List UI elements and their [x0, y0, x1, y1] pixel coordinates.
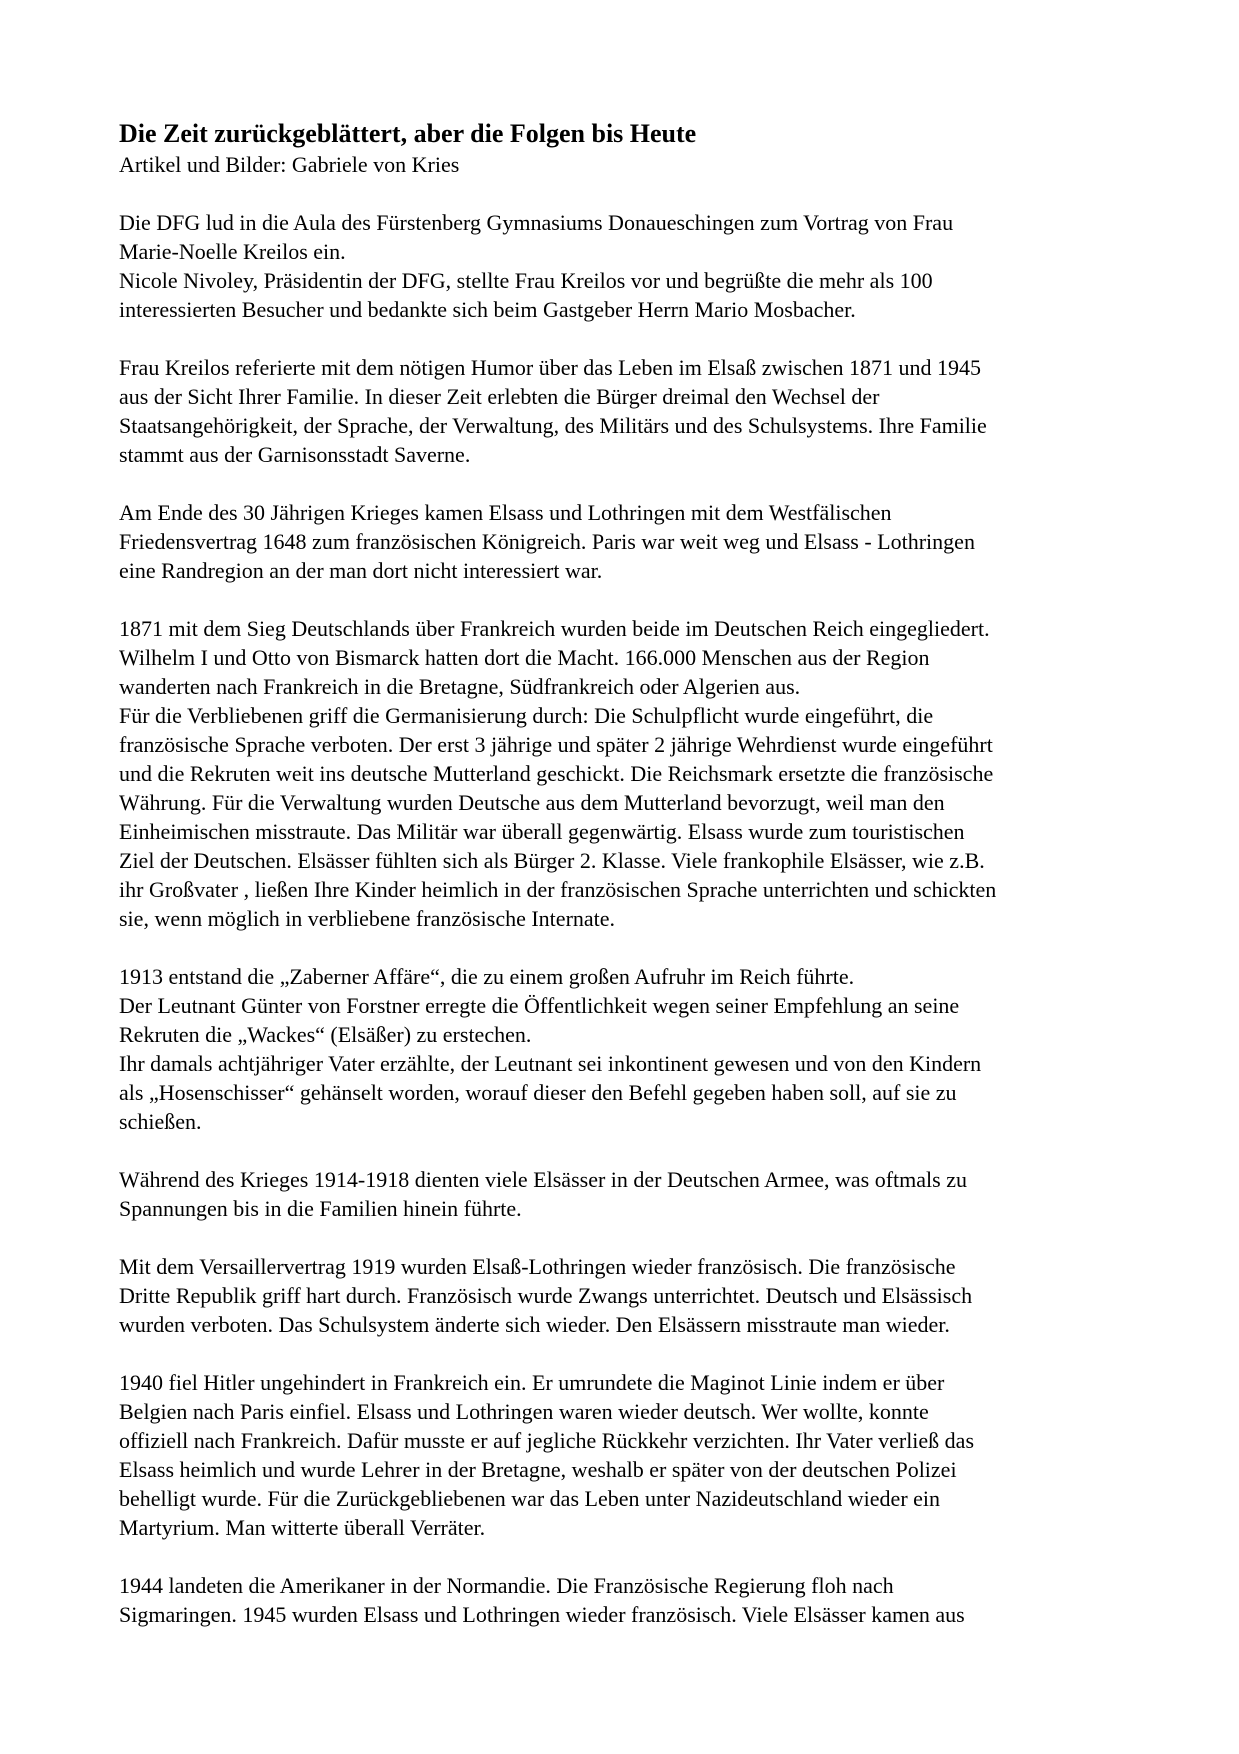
paragraph-line: Der Leutnant Günter von Forstner erregte die Öffentlichkeit wegen seiner Empfehlung an seine: [119, 993, 960, 1018]
paragraph-line: behelligt wurde. Für die Zurückgebliebenen war das Leben unter Nazideutschland wieder ein: [119, 1486, 941, 1511]
article-paragraph: [119, 208, 1129, 324]
paragraph-line: 1871 mit dem Sieg Deutschlands über Frankreich wurden beide im Deutschen Reich eingegliedert.: [119, 616, 990, 641]
paragraph-line: wanderten nach Frankreich in die Bretagne, Südfrankreich oder Algerien aus.: [119, 674, 801, 699]
article-paragraph: [119, 1571, 1129, 1629]
article-paragraphs: [119, 208, 1129, 1629]
paragraph-line: Wilhelm I und Otto von Bismarck hatten dort die Macht. 166.000 Menschen aus der Region: [119, 645, 930, 670]
paragraph-line: 1944 landeten die Amerikaner in der Normandie. Die Französische Regierung floh nach: [119, 1573, 894, 1598]
paragraph-line: und die Rekruten weit ins deutsche Mutterland geschickt. Die Reichsmark ersetzte die französische: [119, 761, 994, 786]
paragraph-line: ihr Großvater , ließen Ihre Kinder heimlich in der französischen Sprache unterrichten und schickten: [119, 877, 997, 902]
article-byline: Artikel und Bilder: Gabriele von Kries: [119, 152, 460, 177]
paragraph-line: Während des Krieges 1914-1918 dienten viele Elsässer in der Deutschen Armee, was oftmals zu: [119, 1167, 967, 1192]
article-paragraph: [119, 353, 1129, 469]
article-paragraph: [119, 498, 1129, 585]
paragraph-line: Am Ende des 30 Jährigen Krieges kamen Elsass und Lothringen mit dem Westfälischen: [119, 500, 892, 525]
paragraph-line: Einheimischen misstraute. Das Militär war überall gegenwärtig. Elsass wurde zum touristischen: [119, 819, 965, 844]
paragraph-line: eine Randregion an der man dort nicht interessiert war.: [119, 558, 603, 583]
paragraph-line: Währung. Für die Verwaltung wurden Deutsche aus dem Mutterland bevorzugt, weil man den: [119, 790, 945, 815]
paragraph-line: aus der Sicht Ihrer Familie. In dieser Zeit erlebten die Bürger dreimal den Wechsel der: [119, 384, 880, 409]
paragraph-line: Belgien nach Paris einfiel. Elsass und Lothringen waren wieder deutsch. Wer wollte, konnte: [119, 1399, 929, 1424]
paragraph-line: Martyrium. Man witterte überall Verräter.: [119, 1515, 486, 1540]
paragraph-line: französische Sprache verboten. Der erst 3 jährige und später 2 jährige Wehrdienst wurde eingeführt: [119, 732, 993, 757]
paragraph-line: Rekruten die „Wackes“ (Elsäßer) zu erstechen.: [119, 1022, 532, 1047]
article-paragraph: [119, 962, 1129, 1136]
paragraph-line: 1940 fiel Hitler ungehindert in Frankreich ein. Er umrundete die Maginot Linie indem er über: [119, 1370, 945, 1395]
article-paragraph: [119, 614, 1129, 933]
article-body: [119, 118, 1129, 1658]
paragraph-line: Elsass heimlich und wurde Lehrer in der Bretagne, weshalb er später von der deutschen Polizei: [119, 1457, 957, 1482]
paragraph-line: Die DFG lud in die Aula des Fürstenberg Gymnasiums Donaueschingen zum Vortrag von Frau: [119, 210, 954, 235]
paragraph-line: 1913 entstand die „Zaberner Affäre“, die zu einem großen Aufruhr im Reich führte.: [119, 964, 855, 989]
paragraph-line: sie, wenn möglich in verbliebene französische Internate.: [119, 906, 616, 931]
paragraph-line: Spannungen bis in die Familien hinein führte.: [119, 1196, 522, 1221]
paragraph-line: Friedensvertrag 1648 zum französischen Königreich. Paris war weit weg und Elsass - Lothringen: [119, 529, 975, 554]
paragraph-line: Staatsangehörigkeit, der Sprache, der Verwaltung, des Militärs und des Schulsystems. Ihre Familie: [119, 413, 987, 438]
paragraph-line: Für die Verbliebenen griff die Germanisierung durch: Die Schulpflicht wurde eingeführt, die: [119, 703, 934, 728]
paragraph-line: Frau Kreilos referierte mit dem nötigen Humor über das Leben im Elsaß zwischen 1871 und 1945: [119, 355, 982, 380]
article-paragraph: [119, 1368, 1129, 1542]
paragraph-line: als „Hosenschisser“ gehänselt worden, worauf dieser den Befehl gegeben haben soll, auf sie zu: [119, 1080, 957, 1105]
paragraph-line: Ihr damals achtjähriger Vater erzählte, der Leutnant sei inkontinent gewesen und von den Kindern: [119, 1051, 982, 1076]
paragraph-line: stammt aus der Garnisonsstadt Saverne.: [119, 442, 471, 467]
paragraph-line: Nicole Nivoley, Präsidentin der DFG, stellte Frau Kreilos vor und begrüßte die mehr als 100: [119, 268, 933, 293]
paragraph-line: Sigmaringen. 1945 wurden Elsass und Lothringen wieder französisch. Viele Elsässer kamen aus: [119, 1602, 965, 1627]
paragraph-line: interessierten Besucher und bedankte sich beim Gastgeber Herrn Mario Mosbacher.: [119, 297, 856, 322]
paragraph-line: wurden verboten. Das Schulsystem änderte sich wieder. Den Elsässern misstraute man wieder.: [119, 1312, 950, 1337]
paragraph-line: Mit dem Versaillervertrag 1919 wurden Elsaß-Lothringen wieder französisch. Die französische: [119, 1254, 956, 1279]
paragraph-line: Ziel der Deutschen. Elsässer fühlten sich als Bürger 2. Klasse. Viele frankophile Elsässer, wie z.B.: [119, 848, 985, 873]
paragraph-line: offiziell nach Frankreich. Dafür musste er auf jegliche Rückkehr verzichten. Ihr Vater verließ das: [119, 1428, 975, 1453]
paragraph-line: schießen.: [119, 1109, 202, 1134]
article-paragraph: [119, 1165, 1129, 1223]
paragraph-line: Dritte Republik griff hart durch. Französisch wurde Zwangs unterrichtet. Deutsch und Elsässisch: [119, 1283, 973, 1308]
paragraph-line: Marie-Noelle Kreilos ein.: [119, 239, 346, 264]
article-title: Die Zeit zurückgeblättert, aber die Folgen bis Heute: [119, 119, 697, 148]
article-paragraph: [119, 1252, 1129, 1339]
